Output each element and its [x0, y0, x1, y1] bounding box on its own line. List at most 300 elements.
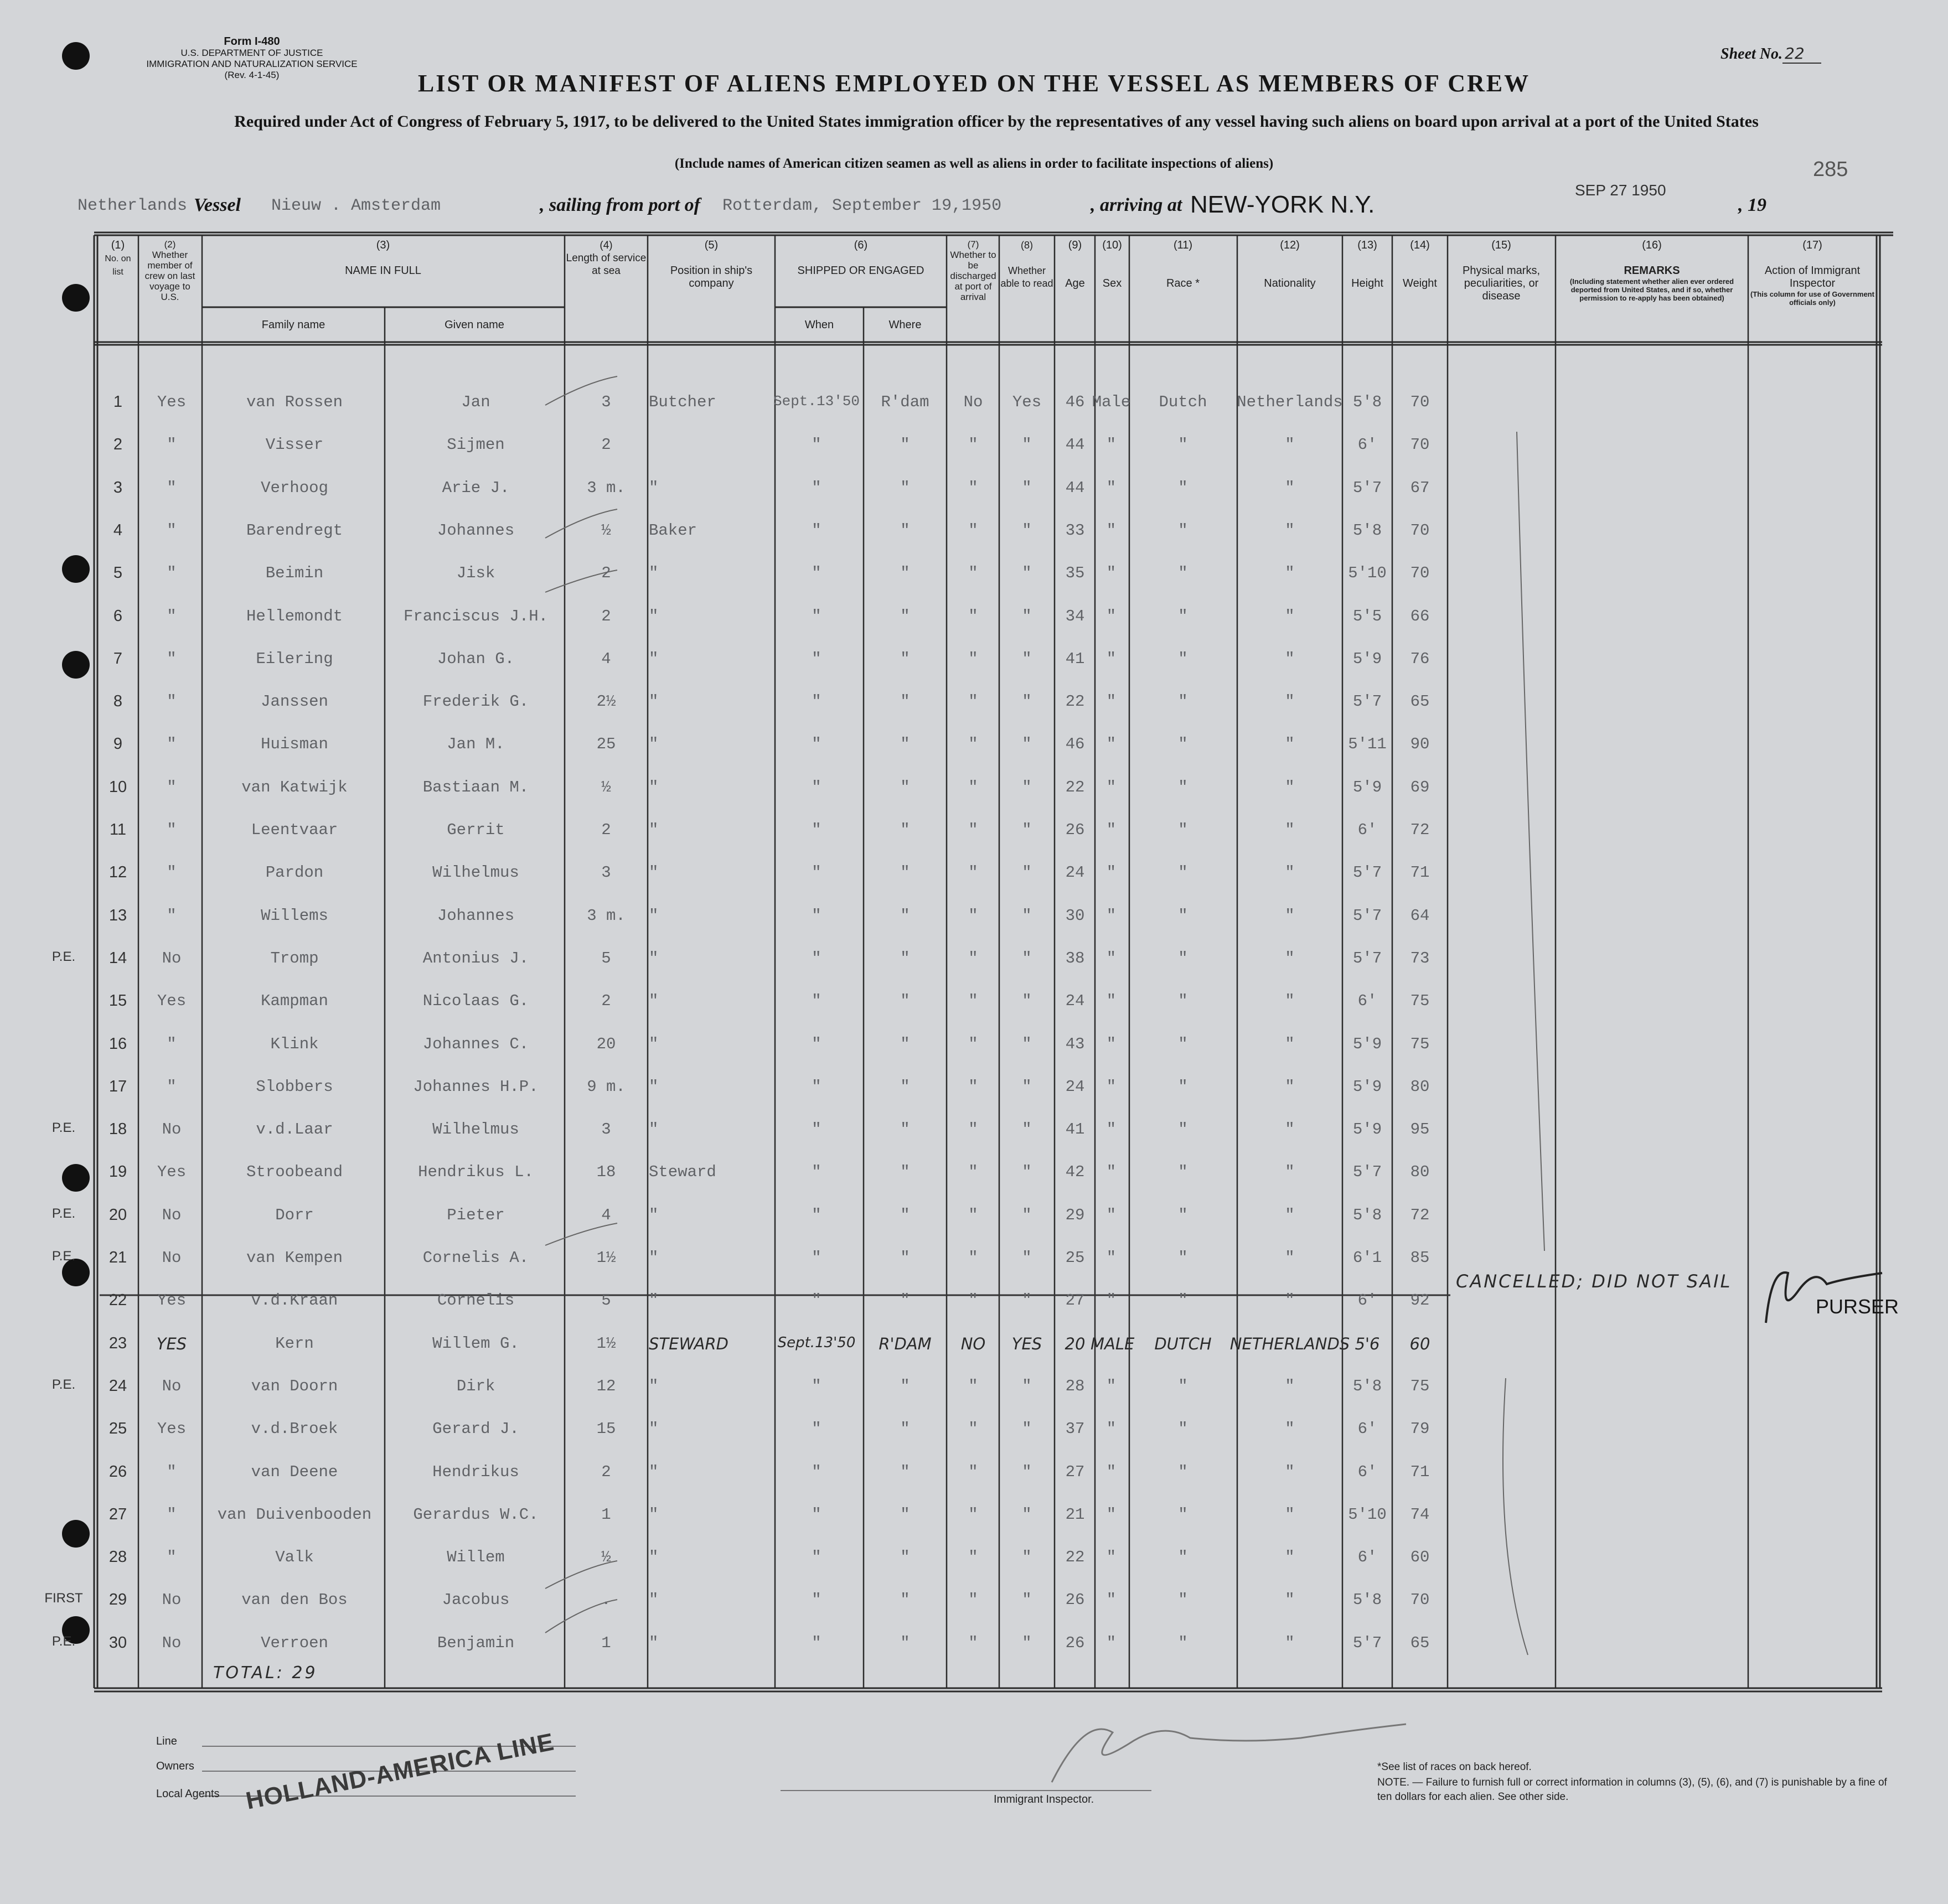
col-13-header	[1344, 239, 1391, 290]
row-age: 24	[1065, 992, 1085, 1011]
row-discharge: "	[968, 1462, 978, 1481]
row-sex: "	[1106, 1249, 1117, 1267]
row-last-voyage: "	[167, 692, 177, 711]
row-read: "	[1022, 906, 1032, 925]
row-shipped-where: "	[900, 478, 910, 497]
col-14-header	[1393, 239, 1446, 290]
row-family-name: van Doorn	[251, 1377, 338, 1395]
row-sex: "	[1106, 1077, 1117, 1096]
row-read: "	[1022, 649, 1032, 668]
row-given-name: Pieter	[447, 1205, 505, 1224]
row-number: 9	[113, 735, 123, 753]
row-last-voyage: "	[167, 1034, 177, 1053]
row-given-name: Arie J.	[442, 478, 510, 497]
row-number: 29	[108, 1591, 127, 1609]
row-weight: 73	[1410, 949, 1430, 967]
row-given-name: Willem	[447, 1548, 505, 1567]
row-shipped-where: "	[900, 1633, 910, 1652]
row-service: 2	[601, 564, 611, 583]
col-8-header	[1000, 239, 1053, 290]
row-given-name: Antonius J.	[422, 949, 529, 967]
row-age: 21	[1065, 1505, 1085, 1524]
row-weight: 70	[1410, 1591, 1430, 1610]
row-race: "	[1178, 1077, 1188, 1096]
row-race: "	[1178, 1034, 1188, 1053]
row-family-name: Verhoog	[261, 478, 328, 497]
row-shipped-when: "	[812, 778, 821, 796]
row-nationality: "	[1285, 692, 1295, 711]
row-age: 27	[1065, 1291, 1085, 1310]
row-shipped-when: "	[812, 1462, 821, 1481]
row-shipped-where: "	[900, 607, 910, 625]
col-num: (2)	[164, 239, 176, 250]
row-discharge: "	[968, 1420, 978, 1439]
row-position: "	[649, 1034, 659, 1053]
col-label: Position in ship's company	[670, 265, 753, 289]
row-last-voyage: Yes	[157, 1291, 187, 1310]
row-shipped-when: "	[812, 436, 821, 454]
row-race: "	[1178, 1163, 1188, 1182]
row-number: 7	[113, 649, 123, 668]
row-height: 5'8	[1352, 393, 1382, 411]
row-family-name: van Rossen	[246, 393, 343, 411]
row-shipped-when: "	[812, 949, 821, 967]
sailing-label: , sailing from port of	[540, 195, 700, 215]
row-prefix: P.E.	[51, 949, 76, 964]
row-family-name: Valk	[275, 1548, 314, 1567]
col-sub: (Including statement whether alien ever ordered deported from United States, and if so, whether permission to re-apply has been obtained)	[1569, 277, 1734, 302]
col-num: (8)	[1021, 240, 1033, 251]
row-position: Baker	[649, 521, 697, 540]
row-weight: 75	[1410, 992, 1430, 1011]
row-number: 27	[108, 1505, 127, 1523]
row-number: 26	[108, 1462, 127, 1481]
row-family-name: Beimin	[265, 564, 324, 583]
row-given-name: Hendrikus	[432, 1462, 519, 1481]
row-read: "	[1022, 1205, 1032, 1224]
row-given-name: Johannes H.P.	[413, 1077, 539, 1096]
row-family-name: van Kempen	[246, 1249, 343, 1267]
row-number: 1	[113, 393, 123, 411]
row-position: Steward	[649, 1163, 716, 1182]
row-given-name: Gerrit	[447, 821, 505, 839]
row-service: 5	[601, 949, 611, 967]
row-shipped-where: "	[900, 649, 910, 668]
col-9-header	[1056, 239, 1094, 290]
row-prefix: P.E.	[51, 1205, 76, 1221]
fine-note: NOTE. — Failure to furnish full or correct information in columns (3), (5), (6), and (7) is punishable by a fine of ten dollars for each alien. See other side.	[1377, 1777, 1887, 1803]
col-6-header	[776, 239, 945, 277]
arriving-port: NEW-YORK N.Y.	[1190, 191, 1375, 218]
row-weight: 95	[1410, 1120, 1430, 1139]
row-shipped-when: "	[812, 1377, 821, 1395]
row-shipped-where: "	[900, 1163, 910, 1182]
row-height: 5'7	[1352, 478, 1382, 497]
row-last-voyage: "	[167, 478, 177, 497]
row-weight: 69	[1410, 778, 1430, 796]
row-height: 6'	[1357, 1548, 1377, 1567]
col-3-given-header: Given name	[445, 319, 504, 331]
row-sex: MALE	[1091, 1334, 1135, 1353]
row-race: "	[1178, 863, 1188, 882]
row-shipped-where: "	[900, 949, 910, 967]
col-num: (12)	[1280, 239, 1300, 251]
row-sex: "	[1106, 478, 1117, 497]
row-weight: 67	[1410, 478, 1430, 497]
row-sex: Male	[1092, 393, 1131, 411]
row-shipped-when: "	[812, 1420, 821, 1439]
row-position: STEWARD	[649, 1334, 728, 1353]
row-given-name: Johan G.	[437, 649, 515, 668]
row-sex: "	[1106, 1205, 1117, 1224]
row-weight: 85	[1410, 1249, 1430, 1267]
row-shipped-where: "	[900, 1205, 910, 1224]
row-nationality: "	[1285, 949, 1295, 967]
row-age: 46	[1065, 393, 1085, 411]
row-discharge: "	[968, 863, 978, 882]
row-number: 5	[113, 564, 123, 582]
row-height: 5'7	[1352, 863, 1382, 882]
col-num: (1)	[111, 239, 125, 251]
row-height: 5'5	[1352, 607, 1382, 625]
row-read: "	[1022, 1548, 1032, 1567]
row-position: "	[649, 992, 659, 1011]
row-nationality: "	[1285, 1077, 1295, 1096]
row-read: "	[1022, 949, 1032, 967]
row-race: "	[1178, 1633, 1188, 1652]
row-service: 2	[601, 1462, 611, 1481]
row-last-voyage: "	[167, 735, 177, 754]
row-position: "	[649, 778, 659, 796]
row-discharge: NO	[960, 1334, 986, 1353]
sheet-value: 22	[1782, 44, 1821, 64]
row-discharge: "	[968, 1034, 978, 1053]
row-position: "	[649, 649, 659, 668]
row-height: 5'6	[1355, 1334, 1380, 1353]
row-given-name: Cornelis	[437, 1291, 515, 1310]
row-service: ½	[601, 521, 611, 540]
row-age: 44	[1065, 436, 1085, 454]
row-shipped-when: "	[812, 992, 821, 1011]
row-position: "	[649, 821, 659, 839]
row-position: "	[649, 564, 659, 583]
row-shipped-when: "	[812, 521, 821, 540]
row-number: 24	[108, 1377, 127, 1395]
row-given-name: Willem G.	[432, 1334, 519, 1353]
row-weight: 72	[1410, 1205, 1430, 1224]
row-discharge: "	[968, 1505, 978, 1524]
row-age: 44	[1065, 478, 1085, 497]
row-read: "	[1022, 1249, 1032, 1267]
row-age: 25	[1065, 1249, 1085, 1267]
cancelled-note: CANCELLED; DID NOT SAIL	[1456, 1271, 1732, 1292]
row-height: 5'7	[1352, 692, 1382, 711]
row-position: "	[649, 1462, 659, 1481]
form-service: IMMIGRATION AND NATURALIZATION SERVICE	[146, 59, 358, 69]
row-height: 6'	[1357, 821, 1377, 839]
row-race: "	[1178, 1420, 1188, 1439]
row-nationality: "	[1285, 1591, 1295, 1610]
row-weight: 76	[1410, 649, 1430, 668]
form-rev: (Rev. 4-1-45)	[224, 70, 280, 80]
row-age: 24	[1065, 863, 1085, 882]
col-num: (5)	[704, 239, 719, 251]
col-num: (6)	[854, 239, 868, 251]
row-last-voyage: Yes	[157, 393, 187, 411]
row-nationality: "	[1285, 1633, 1295, 1652]
row-weight: 70	[1410, 393, 1430, 411]
row-family-name: v.d.Laar	[256, 1120, 333, 1139]
row-family-name: Barendregt	[246, 521, 343, 540]
row-nationality: "	[1285, 778, 1295, 796]
row-prefix: FIRST	[44, 1591, 83, 1606]
row-shipped-where: "	[900, 1420, 910, 1439]
row-nationality: "	[1285, 1163, 1295, 1182]
row-given-name: Johannes	[437, 521, 515, 540]
row-last-voyage: No	[162, 1633, 182, 1652]
row-family-name: Slobbers	[256, 1077, 333, 1096]
row-age: 24	[1065, 1077, 1085, 1096]
row-family-name: v.d.Kraan	[251, 1291, 338, 1310]
row-weight: 72	[1410, 821, 1430, 839]
row-weight: 64	[1410, 906, 1430, 925]
row-race: "	[1178, 607, 1188, 625]
col-label: REMARKS	[1624, 265, 1680, 277]
row-discharge: "	[968, 692, 978, 711]
row-shipped-where: "	[900, 1291, 910, 1310]
row-sex: "	[1106, 1462, 1117, 1481]
row-number: 19	[108, 1163, 127, 1181]
row-sex: "	[1106, 1163, 1117, 1182]
row-service: 3	[601, 393, 611, 411]
row-prefix: P.E.	[51, 1249, 76, 1264]
row-last-voyage: YES	[156, 1334, 187, 1353]
row-last-voyage: Yes	[157, 1163, 187, 1182]
row-nationality: "	[1285, 1462, 1295, 1481]
row-nationality: "	[1285, 1034, 1295, 1053]
row-shipped-when: "	[812, 735, 821, 754]
row-shipped-when: "	[812, 863, 821, 882]
row-read: "	[1022, 1291, 1032, 1310]
row-read: "	[1022, 1633, 1032, 1652]
row-last-voyage: "	[167, 564, 177, 583]
row-service: 4	[601, 1205, 611, 1224]
row-number: 18	[108, 1120, 127, 1139]
row-sex: "	[1106, 521, 1117, 540]
row-read: "	[1022, 1077, 1032, 1096]
row-given-name: Franciscus J.H.	[403, 607, 549, 625]
row-weight: 60	[1409, 1334, 1430, 1353]
row-last-voyage: No	[162, 1205, 182, 1224]
row-race: "	[1178, 735, 1188, 754]
row-family-name: Eilering	[256, 649, 333, 668]
row-given-name: Jisk	[456, 564, 495, 583]
row-age: 29	[1065, 1205, 1085, 1224]
row-number: 14	[108, 949, 127, 967]
row-discharge: "	[968, 821, 978, 839]
row-age: 22	[1065, 692, 1085, 711]
row-nationality: "	[1285, 478, 1295, 497]
row-read: "	[1022, 1420, 1032, 1439]
row-age: 27	[1065, 1462, 1085, 1481]
row-last-voyage: Yes	[157, 992, 187, 1011]
row-position: "	[649, 1120, 659, 1139]
row-height: 6'1	[1352, 1249, 1382, 1267]
row-weight: 60	[1410, 1548, 1430, 1567]
row-race: "	[1178, 1505, 1188, 1524]
row-age: 38	[1065, 949, 1085, 967]
row-shipped-when: "	[812, 1591, 821, 1610]
row-read: "	[1022, 521, 1032, 540]
row-read: "	[1022, 1120, 1032, 1139]
row-shipped-where: "	[900, 821, 910, 839]
row-sex: "	[1106, 607, 1117, 625]
col-16-header	[1557, 239, 1747, 302]
row-discharge: "	[968, 992, 978, 1011]
row-nationality: "	[1285, 1420, 1295, 1439]
row-weight: 65	[1410, 692, 1430, 711]
row-given-name: Wilhelmus	[432, 1120, 519, 1139]
row-height: 5'8	[1352, 1591, 1382, 1610]
row-nationality: "	[1285, 906, 1295, 925]
row-last-voyage: "	[167, 1548, 177, 1567]
col-label: Nationality	[1264, 277, 1316, 289]
row-last-voyage: No	[162, 1249, 182, 1267]
row-discharge: "	[968, 1120, 978, 1139]
row-shipped-where: "	[900, 1377, 910, 1395]
row-age: 41	[1065, 649, 1085, 668]
row-age: 22	[1065, 778, 1085, 796]
row-number: 16	[108, 1034, 127, 1053]
row-last-voyage: Yes	[157, 1420, 187, 1439]
row-weight: 80	[1410, 1163, 1430, 1182]
row-nationality: "	[1285, 821, 1295, 839]
row-given-name: Jan M.	[447, 735, 505, 754]
col-4-header	[566, 239, 647, 277]
row-number: 10	[108, 778, 127, 796]
row-shipped-when: Sept.13'50	[773, 393, 860, 410]
row-family-name: Kampman	[261, 992, 328, 1011]
holland-america-stamp: HOLLAND-AMERICA LINE	[244, 1728, 557, 1815]
row-shipped-when: "	[812, 906, 821, 925]
col-num: (10)	[1102, 239, 1122, 251]
row-age: 26	[1065, 821, 1085, 839]
col-17-header	[1749, 239, 1875, 307]
row-sex: "	[1106, 863, 1117, 882]
row-last-voyage: "	[167, 821, 177, 839]
inspector-signature	[1052, 1724, 1406, 1782]
row-age: 42	[1065, 1163, 1085, 1182]
row-read: "	[1022, 735, 1032, 754]
col-label: Action of Immigrant Inspector	[1764, 265, 1861, 289]
row-read: "	[1022, 478, 1032, 497]
row-race: "	[1178, 1205, 1188, 1224]
row-read: "	[1022, 863, 1032, 882]
row-weight: 70	[1410, 564, 1430, 583]
row-height: 5'7	[1352, 1163, 1382, 1182]
row-number: 15	[108, 992, 127, 1010]
row-sex: "	[1106, 1548, 1117, 1567]
row-race: "	[1178, 649, 1188, 668]
col-label: Whether able to read	[1000, 265, 1053, 289]
row-shipped-where: "	[900, 906, 910, 925]
row-given-name: Cornelis A.	[422, 1249, 529, 1267]
col-num: (7)	[967, 239, 979, 250]
row-weight: 71	[1410, 863, 1430, 882]
row-age: 22	[1065, 1548, 1085, 1567]
row-shipped-when: "	[812, 692, 821, 711]
row-discharge: No	[963, 393, 983, 411]
row-position: "	[649, 1249, 659, 1267]
row-read: "	[1022, 1034, 1032, 1053]
col-num: (17)	[1802, 239, 1822, 251]
row-service: ½	[601, 778, 611, 796]
row-sex: "	[1106, 1591, 1117, 1610]
row-shipped-when: "	[812, 1205, 821, 1224]
col-label: Age	[1065, 277, 1085, 289]
row-given-name: Wilhelmus	[432, 863, 519, 882]
form-dept: U.S. DEPARTMENT OF JUSTICE	[180, 48, 323, 58]
row-given-name: Johannes	[437, 906, 515, 925]
row-height: 5'7	[1352, 949, 1382, 967]
row-height: 5'10	[1348, 564, 1387, 583]
row-age: 26	[1065, 1591, 1085, 1610]
col-label: Length of service at sea	[566, 252, 647, 277]
row-sex: "	[1106, 1633, 1117, 1652]
row-given-name: Gerard J.	[432, 1420, 519, 1439]
total-count: TOTAL: 29	[213, 1663, 318, 1683]
col-num: (9)	[1068, 239, 1082, 251]
col-7-header	[948, 239, 999, 302]
row-weight: 79	[1410, 1420, 1430, 1439]
row-shipped-when: "	[812, 564, 821, 583]
vessel-name: Nieuw . Amsterdam	[271, 196, 441, 215]
col-6-where-header: Where	[888, 319, 922, 331]
row-discharge: "	[968, 436, 978, 454]
row-weight: 70	[1410, 436, 1430, 454]
row-shipped-where: "	[900, 1591, 910, 1610]
row-discharge: "	[968, 1548, 978, 1567]
row-discharge: "	[968, 1077, 978, 1096]
row-last-voyage: No	[162, 949, 182, 967]
row-race: "	[1178, 1591, 1188, 1610]
row-shipped-where: "	[900, 1120, 910, 1139]
row-family-name: Visser	[265, 436, 324, 454]
row-race: DUTCH	[1154, 1334, 1212, 1353]
row-shipped-when: "	[812, 607, 821, 625]
row-sex: "	[1106, 1034, 1117, 1053]
row-position: "	[649, 1077, 659, 1096]
col-num: (14)	[1410, 239, 1430, 251]
row-given-name: Dirk	[456, 1377, 495, 1395]
row-family-name: van Katwijk	[241, 778, 348, 796]
row-shipped-when: "	[812, 1249, 821, 1267]
row-read: "	[1022, 564, 1032, 583]
row-last-voyage: "	[167, 778, 177, 796]
row-nationality: "	[1285, 436, 1295, 454]
row-race: "	[1178, 478, 1188, 497]
row-nationality: "	[1285, 863, 1295, 882]
row-service: 12	[596, 1377, 616, 1395]
row-age: 37	[1065, 1420, 1085, 1439]
row-race: "	[1178, 436, 1188, 454]
row-last-voyage: No	[162, 1120, 182, 1139]
row-last-voyage: "	[167, 607, 177, 625]
row-service: 2	[601, 436, 611, 454]
col-label: NAME IN FULL	[345, 265, 421, 277]
row-height: 5'8	[1352, 521, 1382, 540]
row-nationality: NETHERLANDS	[1229, 1334, 1350, 1353]
